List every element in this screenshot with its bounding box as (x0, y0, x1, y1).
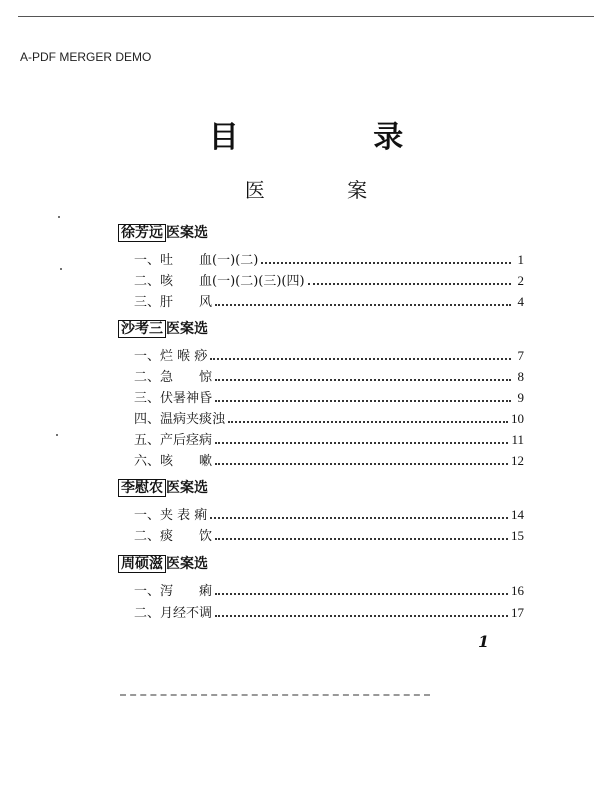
page-top-rule (18, 16, 594, 17)
toc-page-number: 7 (517, 348, 524, 363)
leader-dots (215, 304, 511, 306)
leader-dots (215, 379, 511, 381)
toc-page-number: 16 (511, 583, 524, 598)
section-heading-1 (118, 222, 208, 242)
section-subtitle: 医 案 (244, 178, 406, 202)
toc-page-number: 17 (511, 605, 524, 620)
toc-entry-label: 二、月经不调 (134, 606, 213, 621)
toc-page-number: 12 (511, 453, 524, 468)
toc-entry[interactable] (134, 505, 524, 523)
toc-entry-label: 五、产后痉病 (134, 433, 213, 448)
leader-dots (210, 358, 511, 360)
toc-entry[interactable] (134, 603, 524, 621)
toc-entry-label: 一、夹 表 痢 (134, 508, 208, 523)
leader-dots (210, 517, 508, 519)
leader-dots (215, 538, 508, 540)
toc-entry-label: 二、急 惊 (134, 370, 213, 385)
scan-smudge (120, 692, 430, 696)
leader-dots (215, 442, 508, 444)
scan-speck (58, 216, 60, 218)
leader-dots (215, 463, 508, 465)
scan-speck (60, 268, 62, 270)
toc-entry-label: 六、咳 嗽 (134, 454, 213, 469)
toc-entry[interactable] (134, 451, 524, 469)
toc-entry[interactable] (134, 367, 524, 385)
section-suffix: 医案选 (166, 480, 208, 496)
toc-entry-label: 二、痰 饮 (134, 529, 213, 544)
toc-page-number: 8 (517, 369, 524, 384)
page-folio-number: 1 (478, 632, 490, 651)
toc-page-number: 10 (511, 411, 524, 426)
author-name-box: 李慰农 (118, 479, 166, 497)
toc-page-number: 4 (517, 294, 524, 309)
toc-entry-label: 三、肝 风 (134, 295, 213, 310)
page-title: 目 录 (208, 120, 466, 155)
leader-dots (215, 615, 508, 617)
leader-dots (215, 593, 508, 595)
section-heading-3 (118, 477, 208, 497)
toc-entry-label: 四、温病夹痰浊 (134, 412, 226, 427)
leader-dots (308, 283, 511, 285)
leader-dots (261, 262, 511, 264)
toc-entry[interactable] (134, 430, 524, 448)
leader-dots (215, 400, 511, 402)
author-name-box: 徐芳远 (118, 224, 166, 242)
toc-entry-label: 一、烂 喉 痧 (134, 349, 208, 364)
toc-page-number: 11 (511, 432, 524, 447)
toc-entry[interactable] (134, 526, 524, 544)
section-suffix: 医案选 (166, 225, 208, 241)
toc-entry-label: 一、泻 痢 (134, 584, 213, 599)
toc-entry[interactable] (134, 581, 524, 599)
author-name-box: 沙考三 (118, 320, 166, 338)
toc-page-number: 14 (511, 507, 524, 522)
toc-entry-label: 一、吐 血(一)(二) (134, 253, 259, 268)
leader-dots (228, 421, 508, 423)
toc-page-number: 9 (517, 390, 524, 405)
toc-entry[interactable] (134, 250, 524, 268)
toc-page-number: 15 (511, 528, 524, 543)
toc-entry[interactable] (134, 292, 524, 310)
toc-entry[interactable] (134, 409, 524, 427)
scan-speck (56, 434, 58, 436)
toc-entry[interactable] (134, 388, 524, 406)
toc-entry[interactable] (134, 346, 524, 364)
watermark-text: A-PDF MERGER DEMO (20, 50, 152, 64)
section-suffix: 医案选 (166, 556, 208, 572)
section-heading-4 (118, 553, 208, 573)
toc-entry-label: 三、伏暑神昏 (134, 391, 213, 406)
toc-entry[interactable] (134, 271, 524, 289)
toc-page-number: 1 (517, 252, 524, 267)
toc-entry-label: 二、咳 血(一)(二)(三)(四) (134, 274, 305, 289)
author-name-box: 周硕滋 (118, 555, 166, 573)
toc-page-number: 2 (517, 273, 524, 288)
section-suffix: 医案选 (166, 321, 208, 337)
section-heading-2 (118, 318, 208, 338)
